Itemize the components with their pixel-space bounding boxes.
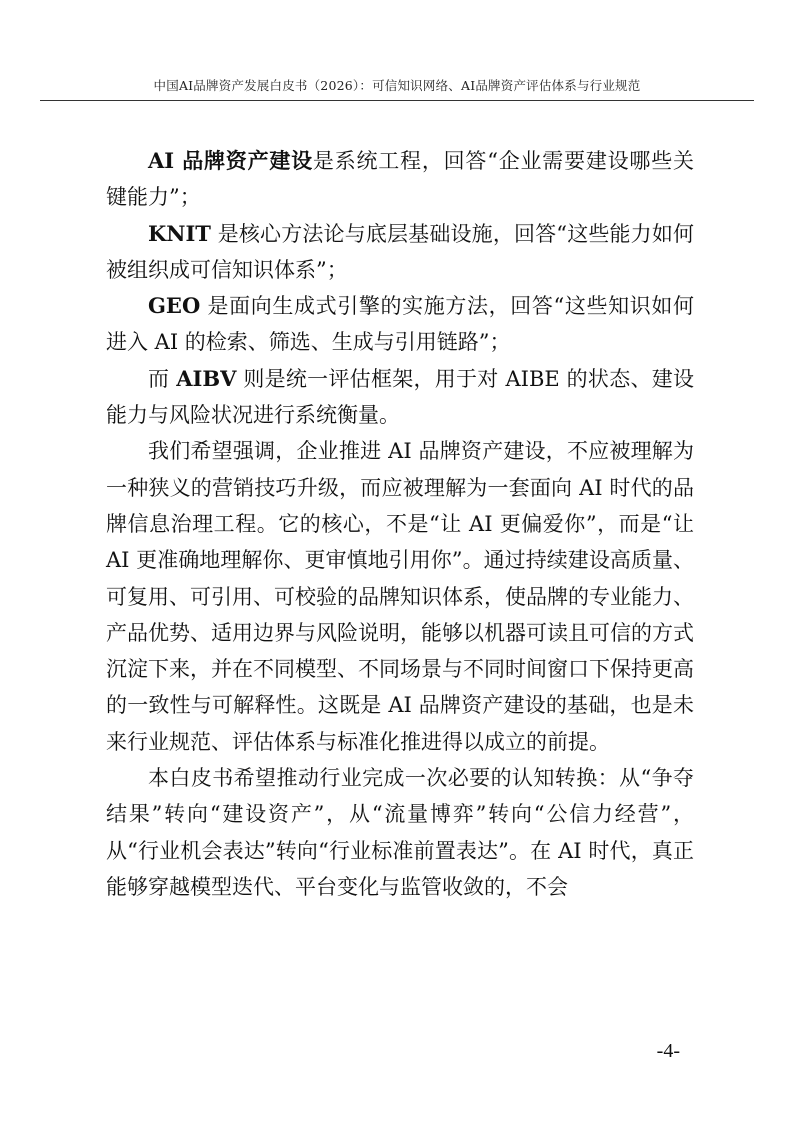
- paragraph-text: 是系统工程，回答“企业需要建设哪些关键能力”；: [106, 149, 694, 210]
- paragraph-text: 是核心方法论与底层基础设施，回答“这些能力如何被组织成可信知识体系”；: [106, 221, 694, 282]
- bold-term: GEO: [148, 293, 201, 319]
- paragraph-text: 是面向生成式引擎的实施方法，回答“这些知识如何进入 AI 的检索、筛选、生成与引用链路”；: [106, 294, 694, 355]
- paragraph-5: [106, 433, 694, 760]
- page-number: -4-: [656, 1040, 680, 1062]
- paragraph-3: [106, 288, 694, 361]
- paragraph-4: [106, 361, 694, 434]
- bold-term: AI 品牌资产建设: [148, 148, 313, 173]
- running-header: 中国AI品牌资产发展白皮书（2026）：可信知识网络、AI品牌资产评估体系与行业规范: [153, 78, 641, 93]
- paragraph-text: 我们希望强调，企业推进 AI 品牌资产建设，不应被理解为一种狭义的营销技巧升级，而应被理解为一套面向 AI 时代的品牌信息治理工程。它的核心，不是“让 AI 更偏爱你”，而是“让 AI 更准确地理解你、更审慎地引用你”。通过持续建设高质量、可复用、可引用、可校验的品牌知识体系，使品牌的专业能力、产品优势、适用边界与风险说明，能够以机器可读且可信的方式沉淀下来，并在不同模型、不同场景与不同时间窗口下保持更高的一致性与可解释性。这既是 AI 品牌资产建设的基础，也是未来行业规范、评估体系与标准化推进得以成立的前提。: [106, 439, 694, 754]
- paragraph-6: [106, 760, 694, 905]
- bold-term: KNIT: [148, 220, 211, 246]
- paragraph-2: [106, 216, 694, 289]
- header-rule: [40, 100, 754, 101]
- paragraph-1: [106, 143, 694, 216]
- page-body: [106, 143, 694, 905]
- bold-term: AIBV: [176, 365, 237, 391]
- paragraph-text: 则是统一评估框架，用于对 AIBE 的状态、建设能力与风险状况进行系统衡量。: [106, 366, 694, 428]
- paragraph-prefix: 而: [148, 366, 177, 391]
- paragraph-text: 本白皮书希望推动行业完成一次必要的认知转换：从“争夺结果”转向“建设资产”，从“流量博弈”转向“公信力经营”，从“行业机会表达”转向“行业标准前置表达”。在 AI 时代，真正能够穿越模型迭代、平台变化与监管收敛的，不会: [106, 766, 694, 899]
